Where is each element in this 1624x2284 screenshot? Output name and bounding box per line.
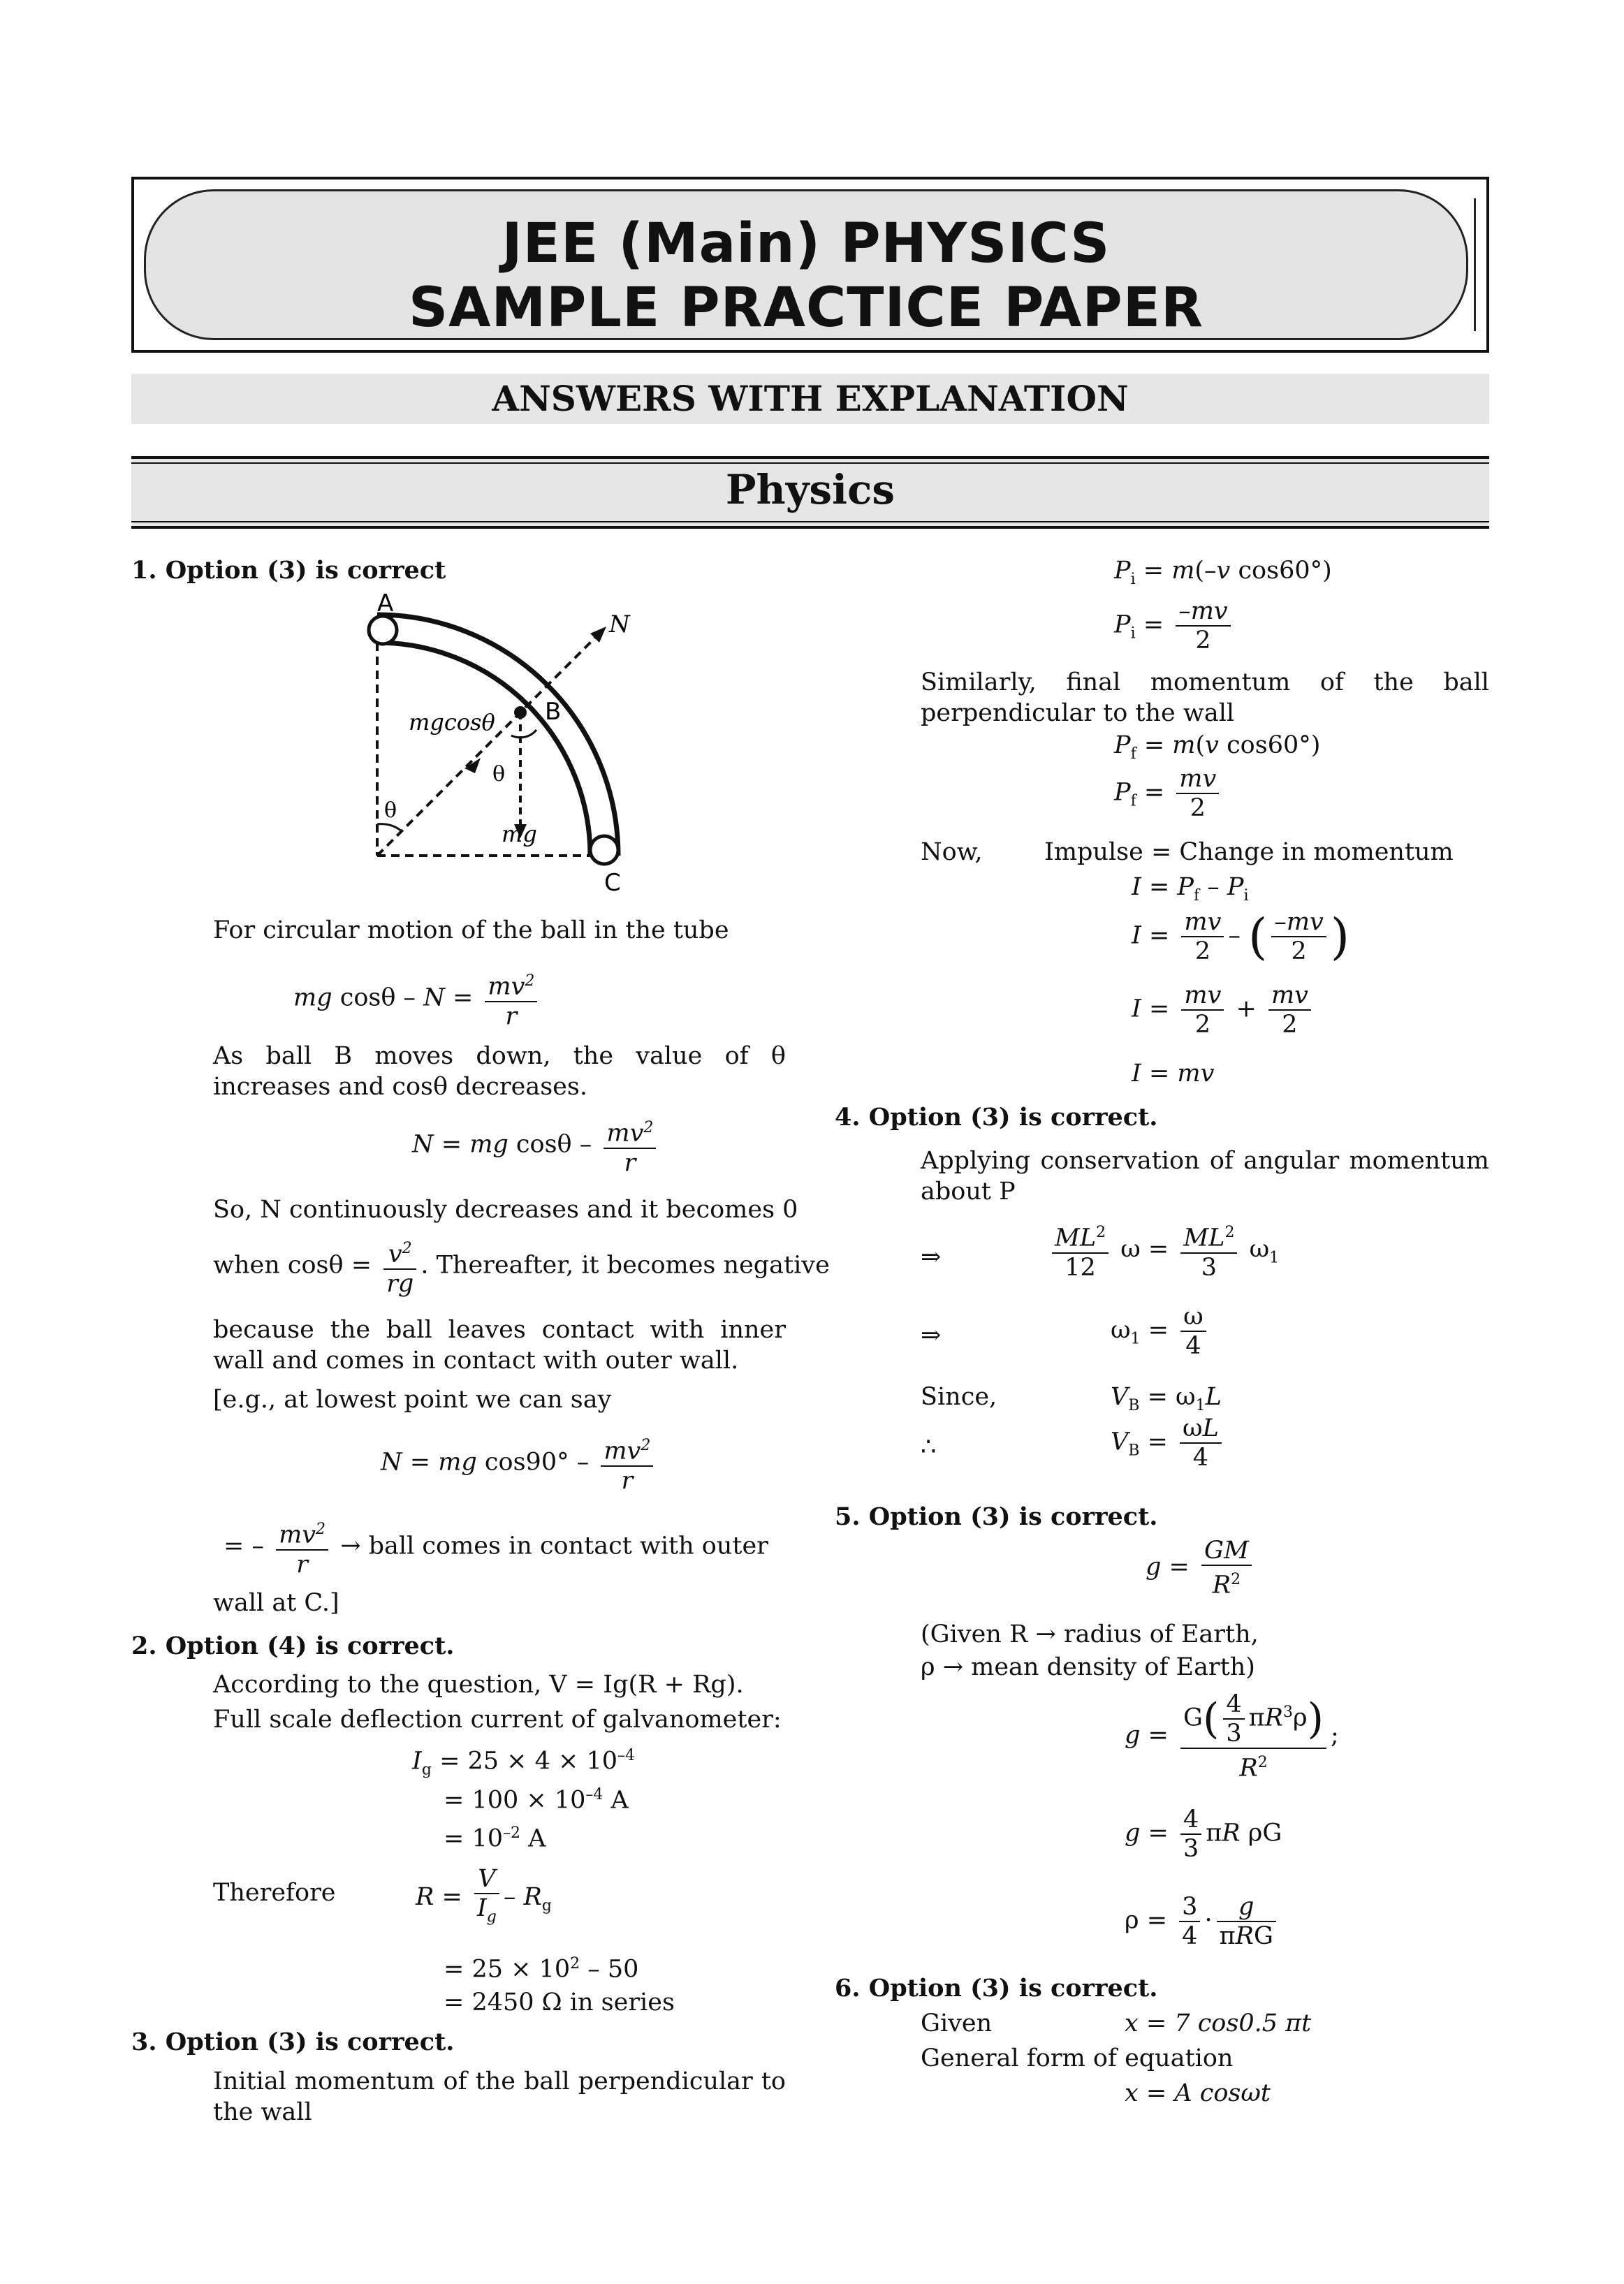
q1-text-6: [e.g., at lowest point we can say (213, 1386, 612, 1414)
q1-diagram (349, 590, 643, 898)
label-mg: mg (502, 821, 537, 847)
q2-ig-1: $I_g = 25 \times 4 \times 10^{-4}$ (412, 1747, 636, 1779)
q6-eq-1: x = 7 cos0.5 πt (1125, 2010, 1312, 2037)
label-theta-o: θ (384, 798, 397, 823)
q2-text-1: According to the question, V = Ig(R + Rg). (213, 1671, 744, 1699)
q1-text-2: As ball B moves down, the value of θ increases and cosθ decreases. (213, 1042, 786, 1101)
q3-pi-2: $P_i$ = $\frac{-mv}{2}$ (1114, 597, 1235, 654)
q1-text-7: → ball comes in contact with outer (340, 1532, 768, 1560)
q2-ig-3-text: = 10 (444, 1824, 503, 1853)
q1-text-1: For circular motion of the ball in the tube (213, 916, 729, 944)
q1-text-3: So, N continuously decreases and it becomes 0 (213, 1196, 798, 1224)
q4-implies-1: ⇒ (921, 1243, 942, 1271)
label-theta-b: θ (492, 762, 506, 786)
q4-eq-4: $V_B$ = $\frac{\omega L}{4}$ (1111, 1414, 1226, 1472)
q4-text-1: Applying conservation of angular momentum about P (921, 1147, 1489, 1206)
q3-i-2: I = $\frac{mv}{2}$ – ( $\frac{-mv}{2}$ ) (1132, 908, 1350, 965)
q5-eq-4: ρ = $\frac{3}{4}$ · $\frac{g}{\text{πRG}}$ (1125, 1893, 1280, 1950)
q2-r-2-text: = 25 × 10 (444, 1955, 571, 1984)
subject-band: Physics (131, 456, 1489, 529)
q2-heading: 2. Option (4) is correct. (131, 1632, 455, 1660)
q6-given: Given (921, 2010, 993, 2037)
label-mgcos: mgcosθ (409, 709, 495, 735)
q1-eq-1: mg cosθ – N = $\frac{mv^2}{r}$ (293, 967, 541, 1030)
q6-eq-2: x = A cosωt (1125, 2079, 1271, 2107)
q2-r-1: R = $\frac{V}{I_g}$ – $R_g$ (416, 1865, 552, 1926)
q4-eq-2: $\omega_1$ = $\frac{\omega}{4}$ (1111, 1303, 1210, 1360)
q3-i-1: $I = P_f - P_i$ (1132, 873, 1249, 905)
q3-pi-1: $P_i = m(-v$ cos60°) (1114, 557, 1332, 588)
q2-r-3: = 2450 Ω in series (444, 1989, 675, 2016)
q1-heading: 1. Option (3) is correct (131, 556, 446, 585)
q3-heading: 3. Option (3) is correct. (131, 2028, 455, 2056)
q3-text-1: Initial momentum of the ball perpendicular to the wall (213, 2067, 786, 2126)
q5-eq-2: g = G( $\frac{4}{3}$ $\pi R^3\rho$) $R^2$ ; (1125, 1690, 1339, 1782)
q4-heading: 4. Option (3) is correct. (835, 1103, 1158, 1132)
q2-ig-3: = $10^{-2}$ A (444, 1824, 546, 1853)
q3-pf-1: $P_f = m(v$ cos60°) (1114, 731, 1321, 763)
q2-r-2: = $25 \times 10^2 - 50$ (444, 1955, 639, 1984)
label-a: A (377, 590, 394, 617)
q1-text-4: when cosθ = $\frac{v^2}{rg}$ . Thereafter, it becomes negative (213, 1235, 830, 1298)
q2-text-2: Full scale deflection current of galvanometer: (213, 1706, 782, 1734)
title-box (131, 177, 1489, 353)
q4-since: Since, (921, 1383, 997, 1411)
q5-text-1: (Given R → radius of Earth, (921, 1620, 1259, 1648)
q4-eq-1: $\frac{ML^2}{12}$ ω = $\frac{ML^2}{3}$ $\omega_1$ (1048, 1219, 1279, 1282)
label-c: C (604, 869, 621, 897)
q3-text-2: Similarly, final momentum of the ball perpendicular to the wall (921, 668, 1489, 727)
q4-therefore: ∴ (921, 1433, 937, 1461)
title-line-2: SAMPLE PRACTICE PAPER (408, 277, 1204, 339)
q1-text-4b: . Thereafter, it becomes negative (420, 1251, 830, 1280)
q1-eq-2: N = mg cosθ – $\frac{mv^2}{r}$ (412, 1114, 660, 1177)
q5-text-2: ρ → mean density of Earth) (921, 1653, 1255, 1681)
q2-therefore: Therefore (213, 1879, 336, 1907)
label-b: B (545, 698, 562, 726)
q3-pf-2: $P_f$ = $\frac{mv}{2}$ (1114, 765, 1223, 822)
title-line-1: JEE (Main) PHYSICS (502, 212, 1111, 275)
q1-eq-4: = – $\frac{mv^2}{r}$ → ball comes in contact with outer (224, 1516, 768, 1579)
section-band: ANSWERS WITH EXPLANATION (131, 374, 1489, 424)
label-n: N (609, 610, 630, 638)
q2-ig-1-text: = 25 × 4 × 10 (439, 1747, 618, 1776)
q1-text-5: because the ball leaves contact with inner wall and comes in contact with outer wall. (213, 1316, 786, 1375)
q1-text-8: wall at C.] (213, 1589, 339, 1617)
q2-ig-2-text: = 100 × 10 (444, 1786, 586, 1815)
q3-i-3: I = $\frac{mv}{2}$ + $\frac{mv}{2}$ (1132, 981, 1315, 1039)
q2-ig-2: = $100 \times 10^{-4}$ A (444, 1786, 629, 1815)
q4-implies-2: ⇒ (921, 1322, 942, 1349)
q3-now: Now, (921, 838, 983, 866)
q4-eq-3: $V_B = \omega_1L$ (1111, 1383, 1222, 1414)
q5-heading: 5. Option (3) is correct. (835, 1502, 1158, 1531)
q1-text-4a: when cosθ = (213, 1251, 372, 1280)
title-pill (144, 189, 1468, 340)
q6-heading: 6. Option (3) is correct. (835, 1974, 1158, 2003)
q3-i-4: I = mv (1132, 1060, 1215, 1088)
q5-eq-1: g = $\frac{GM}{R^2}$ (1146, 1537, 1256, 1599)
q5-eq-3: g = $\frac{4}{3}$ πR ρG (1125, 1806, 1282, 1863)
q1-eq-3: N = mg cos90° – $\frac{mv^2}{r}$ (381, 1432, 657, 1495)
q6-text-1: General form of equation (921, 2044, 1234, 2072)
q3-impulse: Impulse = Change in momentum (1044, 838, 1454, 866)
